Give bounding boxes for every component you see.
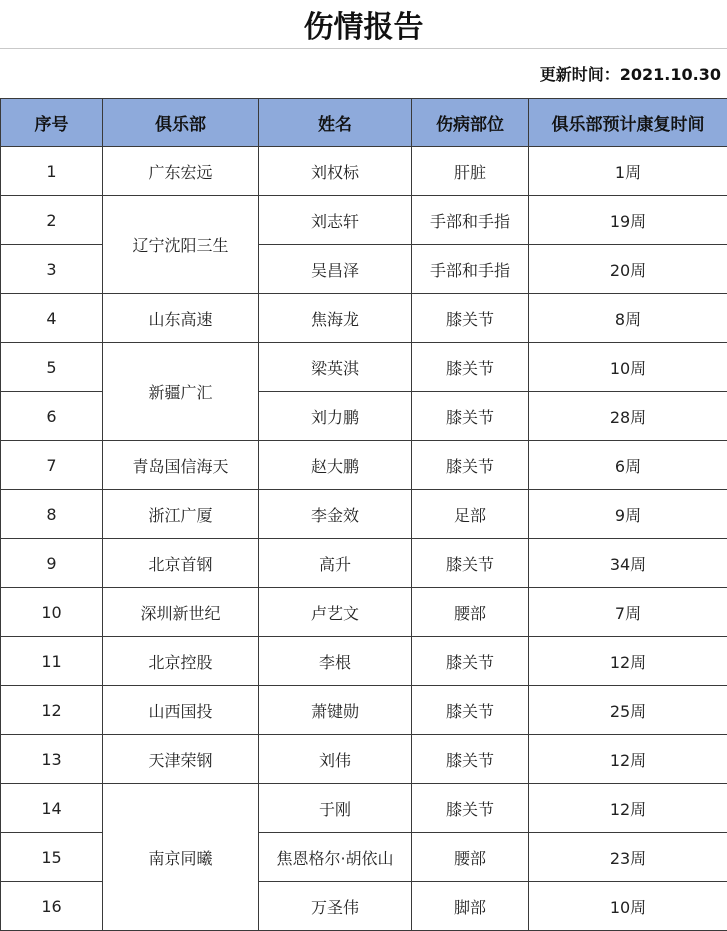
cell-part: 膝关节 xyxy=(412,784,529,833)
cell-name: 万圣伟 xyxy=(259,882,412,931)
cell-part: 膝关节 xyxy=(412,441,529,490)
cell-club: 北京首钢 xyxy=(103,539,259,588)
cell-no: 16 xyxy=(1,882,103,931)
cell-time: 34周 xyxy=(529,539,727,588)
cell-time: 28周 xyxy=(529,392,727,441)
cell-time: 12周 xyxy=(529,637,727,686)
report-title: 伤情报告 xyxy=(0,0,727,49)
cell-no: 14 xyxy=(1,784,103,833)
cell-no: 11 xyxy=(1,637,103,686)
cell-no: 9 xyxy=(1,539,103,588)
table-row xyxy=(1,490,727,539)
cell-no: 12 xyxy=(1,686,103,735)
cell-part: 脚部 xyxy=(412,882,529,931)
table-row xyxy=(1,735,727,784)
cell-part: 腰部 xyxy=(412,588,529,637)
cell-time: 7周 xyxy=(529,588,727,637)
cell-time: 9周 xyxy=(529,490,727,539)
table-row xyxy=(1,294,727,343)
cell-no: 8 xyxy=(1,490,103,539)
cell-name: 刘伟 xyxy=(259,735,412,784)
cell-part: 膝关节 xyxy=(412,392,529,441)
cell-no: 2 xyxy=(1,196,103,245)
cell-club: 辽宁沈阳三生 xyxy=(103,196,259,294)
cell-no: 15 xyxy=(1,833,103,882)
table-row xyxy=(1,343,727,392)
update-time: 更新时间：2021.10.30 xyxy=(539,65,721,84)
table-row xyxy=(1,196,727,245)
cell-club: 浙江广厦 xyxy=(103,490,259,539)
cell-part: 膝关节 xyxy=(412,735,529,784)
cell-name: 梁英淇 xyxy=(259,343,412,392)
table-row xyxy=(1,539,727,588)
cell-time: 12周 xyxy=(529,784,727,833)
cell-no: 7 xyxy=(1,441,103,490)
cell-no: 1 xyxy=(1,147,103,196)
cell-time: 23周 xyxy=(529,833,727,882)
cell-time: 12周 xyxy=(529,735,727,784)
cell-name: 萧键勋 xyxy=(259,686,412,735)
table-header-row xyxy=(1,99,727,147)
cell-time: 6周 xyxy=(529,441,727,490)
cell-name: 吴昌泽 xyxy=(259,245,412,294)
cell-no: 3 xyxy=(1,245,103,294)
cell-name: 李金效 xyxy=(259,490,412,539)
header-no: 序号 xyxy=(1,99,103,147)
table-row xyxy=(1,588,727,637)
cell-name: 刘志轩 xyxy=(259,196,412,245)
cell-time: 19周 xyxy=(529,196,727,245)
cell-part: 膝关节 xyxy=(412,343,529,392)
cell-part: 膝关节 xyxy=(412,539,529,588)
cell-part: 手部和手指 xyxy=(412,245,529,294)
cell-time: 10周 xyxy=(529,343,727,392)
cell-time: 20周 xyxy=(529,245,727,294)
cell-no: 10 xyxy=(1,588,103,637)
cell-no: 6 xyxy=(1,392,103,441)
table-row xyxy=(1,147,727,196)
cell-name: 赵大鹏 xyxy=(259,441,412,490)
cell-club: 山东高速 xyxy=(103,294,259,343)
table-row xyxy=(1,441,727,490)
cell-name: 焦海龙 xyxy=(259,294,412,343)
cell-club: 青岛国信海天 xyxy=(103,441,259,490)
cell-time: 1周 xyxy=(529,147,727,196)
header-name: 姓名 xyxy=(259,99,412,147)
cell-name: 卢艺文 xyxy=(259,588,412,637)
cell-club: 山西国投 xyxy=(103,686,259,735)
cell-no: 5 xyxy=(1,343,103,392)
cell-club: 北京控股 xyxy=(103,637,259,686)
cell-time: 25周 xyxy=(529,686,727,735)
header-part: 伤病部位 xyxy=(412,99,529,147)
cell-club: 新疆广汇 xyxy=(103,343,259,441)
cell-no: 4 xyxy=(1,294,103,343)
cell-club: 广东宏远 xyxy=(103,147,259,196)
table-row xyxy=(1,784,727,833)
cell-name: 焦恩格尔·胡依山 xyxy=(259,833,412,882)
cell-part: 膝关节 xyxy=(412,294,529,343)
table-row xyxy=(1,686,727,735)
cell-name: 刘权标 xyxy=(259,147,412,196)
header-time: 俱乐部预计康复时间 xyxy=(529,99,727,147)
header-club: 俱乐部 xyxy=(103,99,259,147)
cell-part: 足部 xyxy=(412,490,529,539)
cell-name: 李根 xyxy=(259,637,412,686)
cell-part: 手部和手指 xyxy=(412,196,529,245)
cell-time: 8周 xyxy=(529,294,727,343)
cell-part: 膝关节 xyxy=(412,686,529,735)
cell-name: 高升 xyxy=(259,539,412,588)
cell-part: 膝关节 xyxy=(412,637,529,686)
cell-name: 于刚 xyxy=(259,784,412,833)
cell-name: 刘力鹏 xyxy=(259,392,412,441)
cell-part: 肝脏 xyxy=(412,147,529,196)
cell-part: 腰部 xyxy=(412,833,529,882)
cell-club: 深圳新世纪 xyxy=(103,588,259,637)
cell-club: 南京同曦 xyxy=(103,784,259,931)
cell-no: 13 xyxy=(1,735,103,784)
injury-table xyxy=(0,98,727,931)
cell-club: 天津荣钢 xyxy=(103,735,259,784)
table-row xyxy=(1,637,727,686)
cell-time: 10周 xyxy=(529,882,727,931)
